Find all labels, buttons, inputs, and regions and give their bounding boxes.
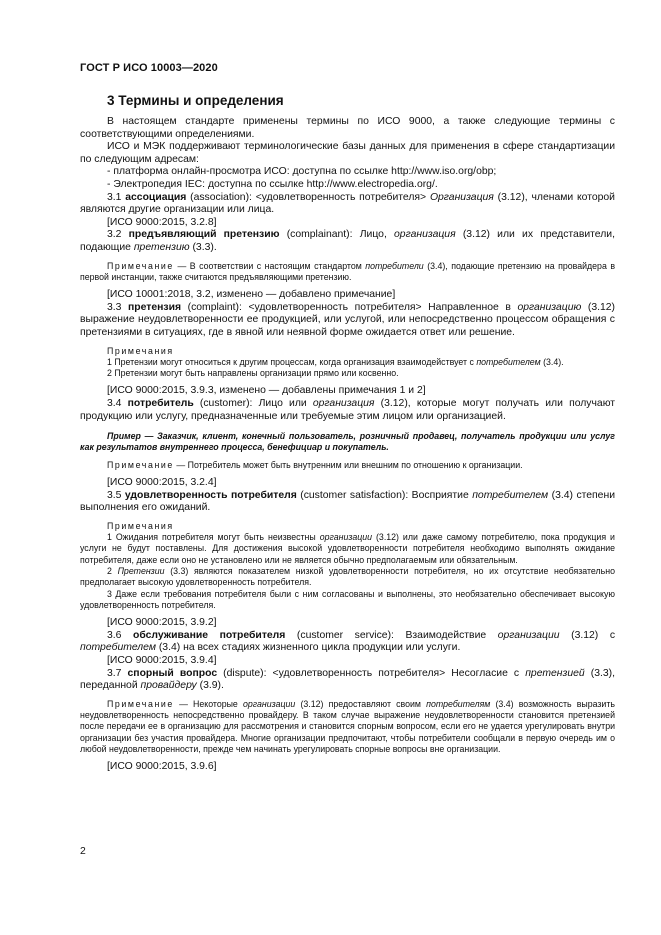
address-item: - Электропедия IEC: доступна по ссылке http://www.electropedia.org/. (107, 178, 438, 190)
term-3-6: 3.6 обслуживание потребителя (customer service): Взаимодействие организации (3.12) с потребителем (3.4) на всех стадиях жизненного цикла продукции или услуги. (80, 629, 616, 654)
source-reference: [ИСО 9000:2015, 3.9.4] (107, 655, 217, 666)
term-name: претензия (128, 301, 182, 313)
term-3-4: 3.4 потребитель (customer): Лицо или организация (3.12), которые могут получать или получают продукцию или услугу, предназначенные или требуемые этим лицом или организацией. (80, 397, 616, 422)
note-3-5-3: 3 Даже если требования потребителя были с ним согласованы и выполнены, это необязательно обеспечивает высокую удовлетворенность потребителя. (80, 588, 615, 610)
note-3-5-1: 1 Ожидания потребителя могут быть неизвестны организации (3.12) или даже самому потребителю, пока продукция и услуги не будут поставлены. Для достижения высокой удовлетворенности потребителя необходимо выполнять ожидание потребителя, даже если оно не установлено или не является обычно предполагаемым или обязательным. (80, 532, 615, 565)
term-name: спорный вопрос (127, 667, 218, 679)
document-body (80, 116, 615, 774)
term-3-5: 3.5 удовлетворенность потребителя (customer satisfaction): Восприятие потребителем (3.4) степени выполнения его ожиданий. (80, 489, 616, 514)
term-3-7: 3.7 спорный вопрос (dispute): <удовлетворенность потребителя> Несогласие с претензией (3.3), переданной провайдеру (3.9). (80, 667, 616, 692)
notes-label: Примечания (107, 345, 174, 356)
note-3-3-2: 2 Претензии могут быть направлены организации прямо или косвенно. (107, 368, 399, 379)
document-header: ГОСТ Р ИСО 10003—2020 (80, 62, 218, 74)
intro-paragraph: ИСО и МЭК поддерживают терминологические базы данных для применения в сфере стандартизации по следующим адресам: (80, 141, 615, 165)
term-name: предъявляющий претензию (128, 229, 280, 241)
term-name: потребитель (127, 397, 194, 409)
term-3-3: 3.3 претензия (complaint): <удовлетворенность потребителя> Направленное в организацию (3.12) выражение неудовлетворенности ее продукцией, или услугой, или непосредственно процессом обращения с претензиями в ситуациях, где в явной или неявной форме ожидается ответ или решение. (80, 301, 616, 338)
source-reference: [ИСО 9000:2015, 3.9.6] (107, 761, 217, 773)
address-item: - платформа онлайн-просмотра ИСО: доступна по ссылке http://www.iso.org/obp; (107, 166, 497, 178)
note-3-4: Примечание — Потребитель может быть внутренним или внешним по отношению к организации. (107, 459, 523, 470)
term-3-1: 3.1 ассоциация (association): <удовлетворенность потребителя> Организация (3.12), членами которой являются другие организации или лица. (80, 191, 615, 216)
intro-paragraph: В настоящем стандарте применены термины по ИСО 9000, а также следующие термины с соответствующими определениями. (80, 116, 615, 140)
term-3-2: 3.2 предъявляющий претензию (complainant): Лицо, организация (3.12) или их представители, подающие претензию (3.3). (80, 229, 615, 253)
source-reference: [ИСО 10001:2018, 3.2, изменено — добавлено примечание] (107, 289, 396, 301)
page-number: 2 (80, 846, 86, 857)
source-reference: [ИСО 9000:2015, 3.2.4] (107, 477, 217, 489)
source-reference: [ИСО 9000:2015, 3.2.8] (107, 216, 217, 228)
term-name: удовлетворенность потребителя (124, 489, 297, 501)
source-reference: [ИСО 9000:2015, 3.9.3, изменено — добавлены примечания 1 и 2] (107, 385, 426, 397)
term-name: обслуживание потребителя (133, 629, 286, 641)
note-3-2: Примечание — В соответствии с настоящим стандартом потребители (3.4), подающие претензию на провайдера в первой инстанции, также считаются предъявляющими претензию. (80, 260, 616, 282)
term-name: ассоциация (125, 191, 187, 203)
note-3-3-1: 1 Претензии могут относиться к другим процессам, когда организация взаимодействует с потребителем (3.4). (107, 356, 564, 367)
section-title: 3 Термины и определения (107, 93, 284, 108)
example-3-4: Пример — Заказчик, клиент, конечный пользователь, розничный продавец, получатель продукции или услуг как результатов внутреннего процесса, бенефициар и покупатель. (80, 431, 615, 453)
note-3-5-2: 2 Претензии (3.3) являются показателем низкой удовлетворенности потребителя, но их отсутствие необязательно предполагает высокую удовлетворенность потребителя. (80, 566, 615, 588)
note-3-7: Примечание — Некоторые организации (3.12) предоставляют своим потребителям (3.4) возможность выразить неудовлетворенность непосредственно провайдеру. В таком случае выражение неудовлетворенности становится претензией после передачи ее в организацию для рассмотрения и становится спорным вопросом, если его не удается урегулировать внутри организации без участия провайдера. Многие организации предпочитают, чтобы потребители сообщали в первую очередь им о любой неудовлетворенности, прежде чем начинать урегулировать спорные вопросы вне организации. (80, 698, 615, 754)
source-reference: [ИСО 9000:2015, 3.9.2] (107, 617, 217, 629)
notes-label: Примечания (107, 520, 174, 531)
